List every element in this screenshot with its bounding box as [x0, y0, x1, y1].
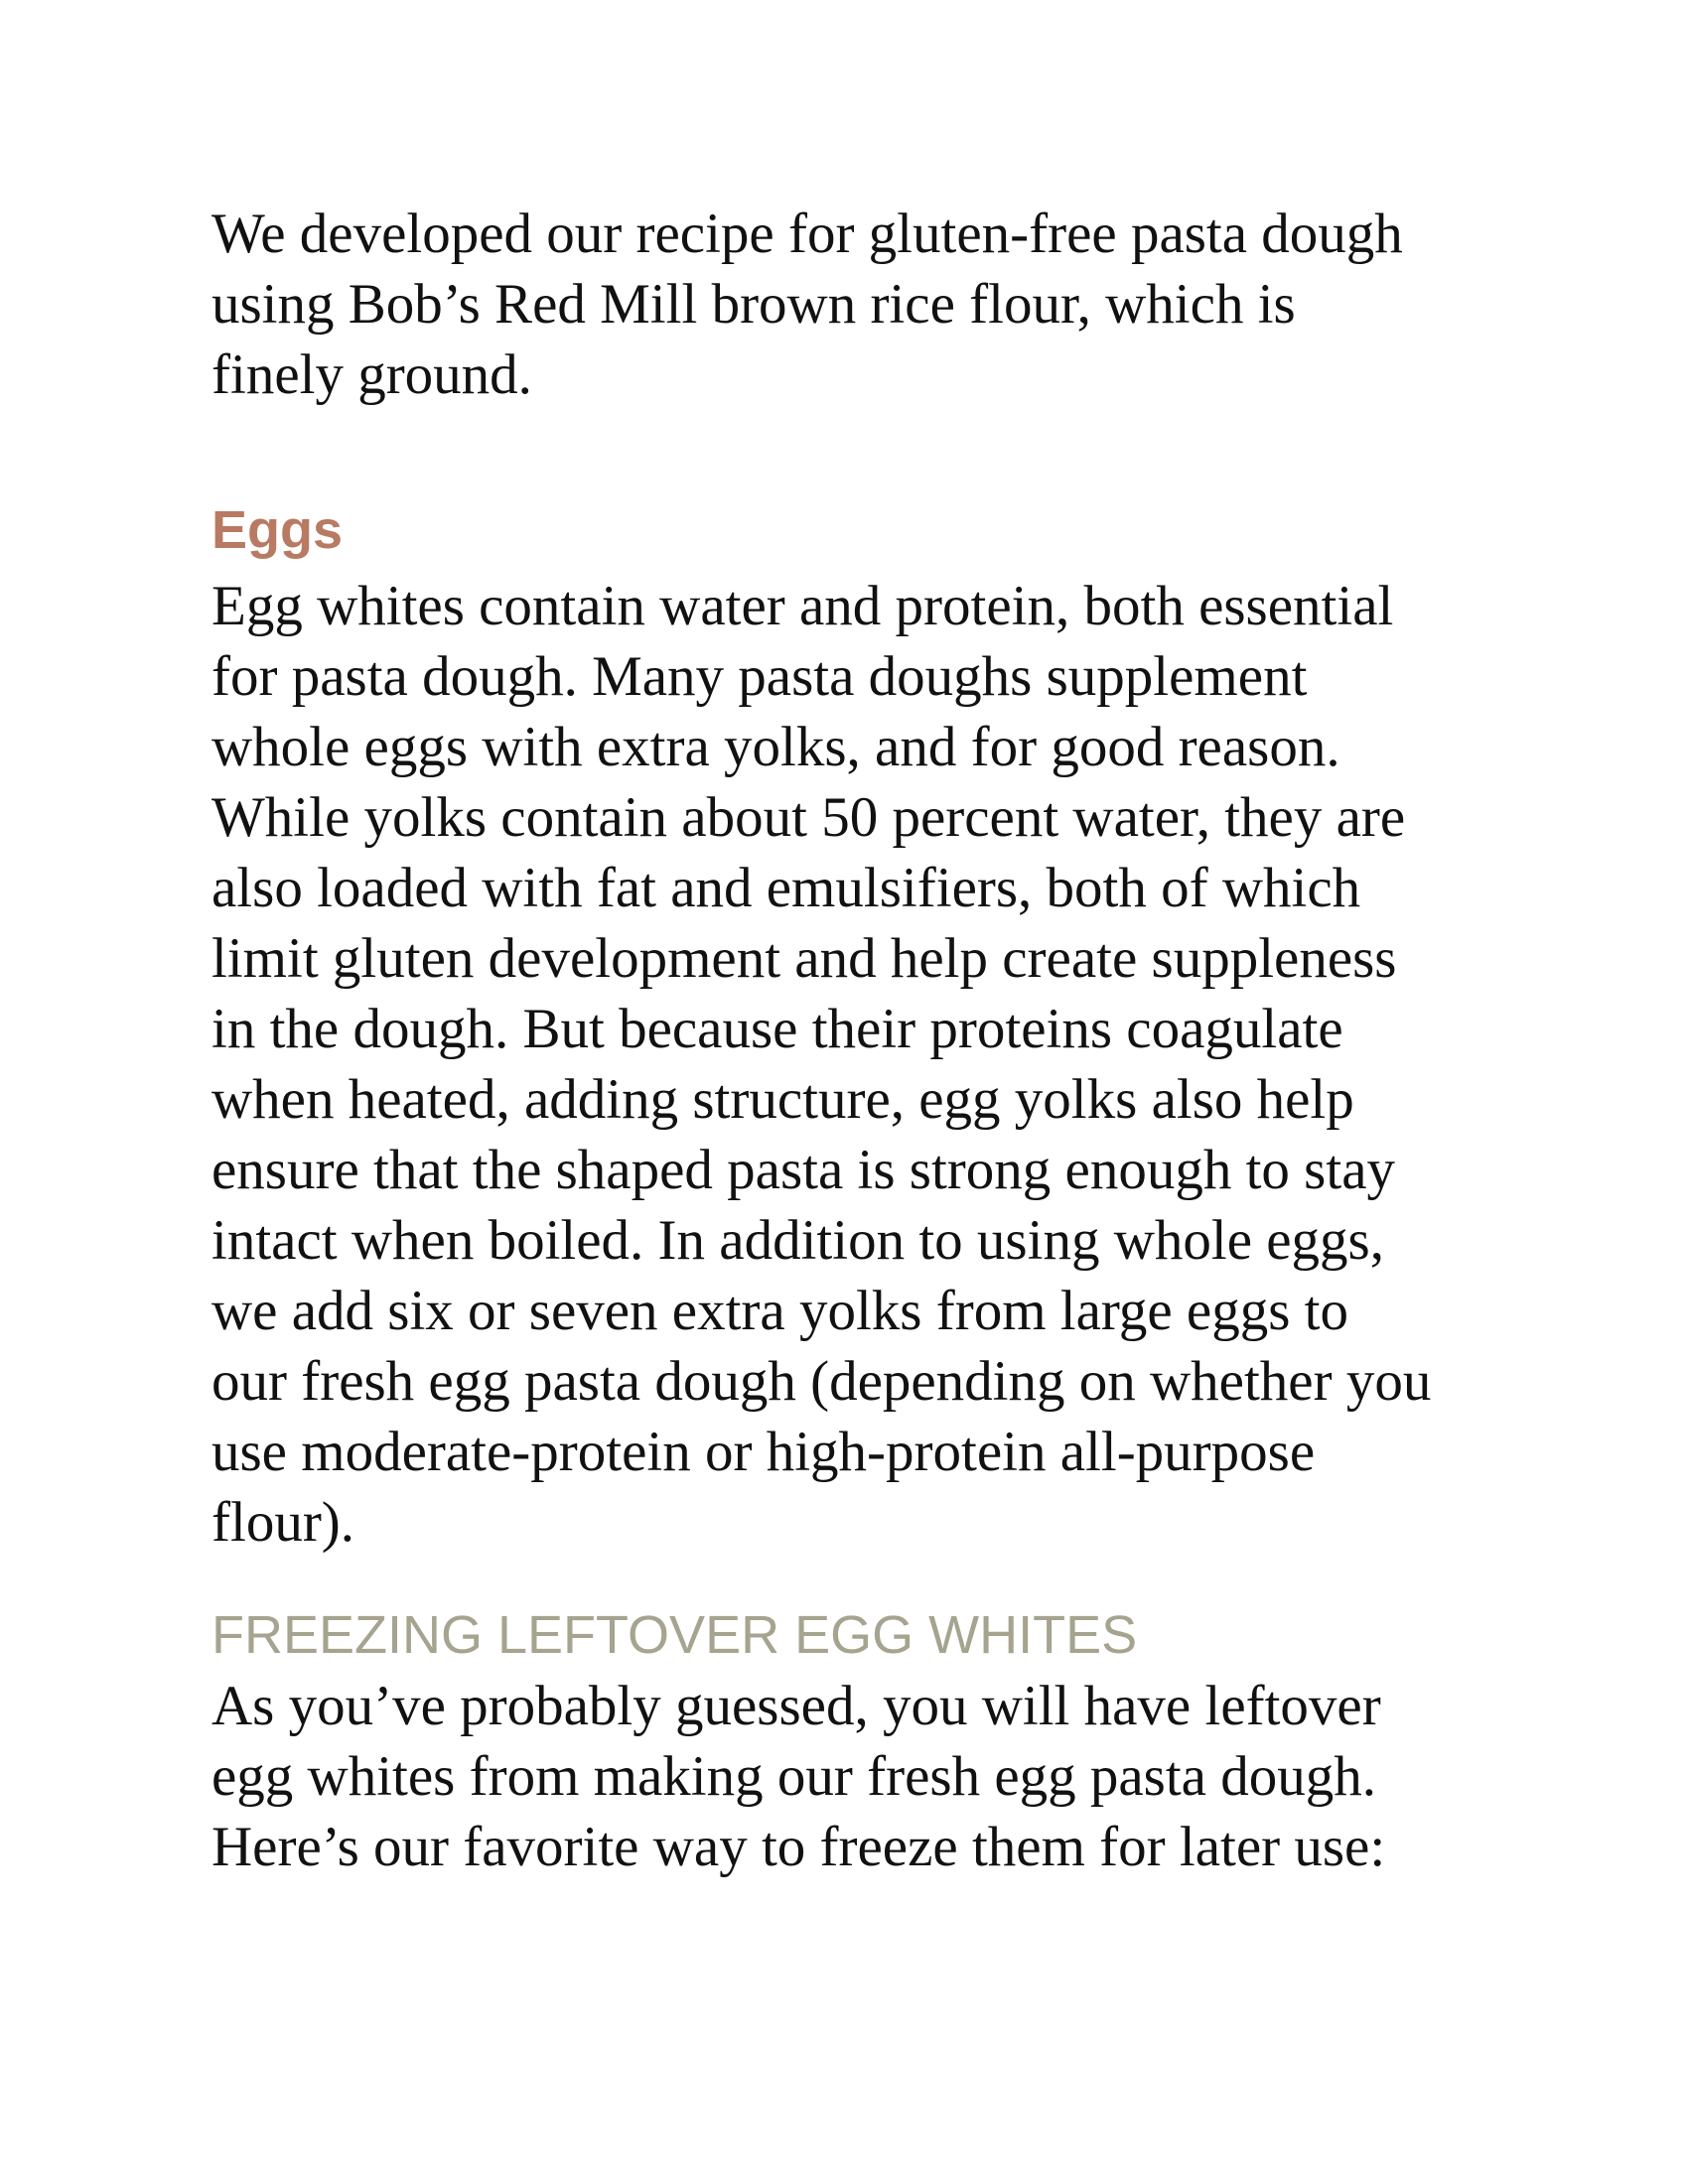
- freezing-paragraph: As you’ve probably guessed, you will have leftover egg whites from making our fresh egg pasta dough. Here’s our favorite way to freeze them for later use:: [211, 1675, 1386, 1878]
- freezing-egg-whites-heading: FREEZING LEFTOVER EGG WHITES: [211, 1605, 1138, 1665]
- page-content: [211, 199, 1502, 1882]
- eggs-heading: Eggs: [211, 500, 344, 560]
- eggs-paragraph: Egg whites contain water and protein, both essential for pasta dough. Many pasta doughs supplement whole eggs with extra yolks, and for good reason. While yolks contain about 50 percent water, they are also loaded with fat and emulsifiers, both of which limit gluten development and help create suppleness in the dough. But because their proteins coagulate when heated, adding structure, egg yolks also help ensure that the shaped pasta is strong enough to stay intact when boiled. In addition to using whole eggs, we add six or seven extra yolks from large eggs to our fresh egg pasta dough (depending on whether you use moderate-protein or high-protein all-purpose flour).: [211, 575, 1432, 1554]
- intro-paragraph: We developed our recipe for gluten-free pasta dough using Bob’s Red Mill brown rice flour, which is finely ground.: [211, 203, 1403, 406]
